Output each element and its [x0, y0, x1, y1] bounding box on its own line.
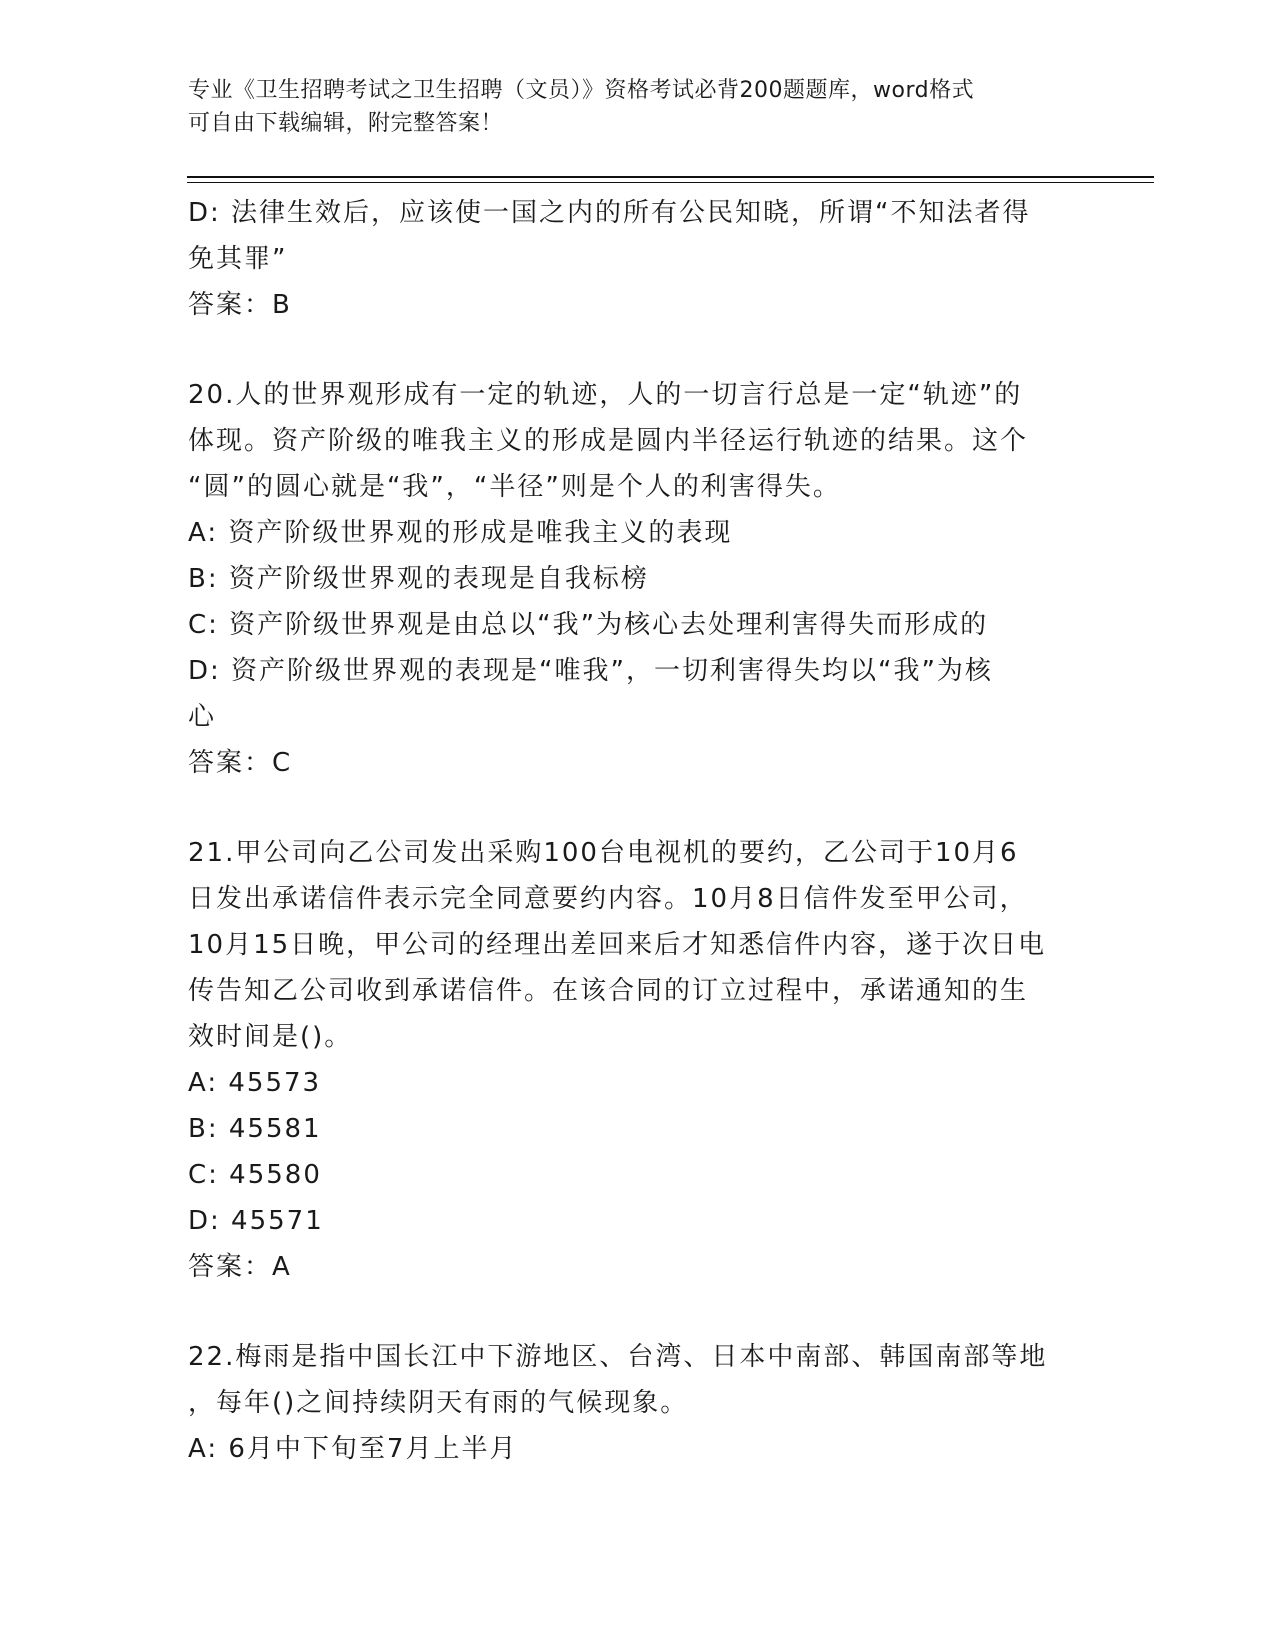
- document-body: [188, 190, 1088, 1472]
- q20-stem-line-1: 20.人的世界观形成有一定的轨迹，人的一切言行总是一定“轨迹”的: [188, 380, 1023, 410]
- q21-stem-line-1: 21.甲公司向乙公司发出采购100台电视机的要约，乙公司于10月6: [188, 838, 1019, 868]
- q20-option-a: A: 资产阶级世界观的形成是唯我主义的表现: [188, 518, 733, 548]
- header-divider-thick: [187, 176, 1154, 178]
- question-19-tail: [188, 190, 1088, 328]
- q22-option-a: A: 6月中下旬至7月上半月: [188, 1434, 518, 1464]
- q20-option-d-line-1: D: 资产阶级世界观的表现是“唯我”，一切利害得失均以“我”为核: [188, 656, 993, 686]
- question-20: [188, 372, 1088, 786]
- q20-option-b: B: 资产阶级世界观的表现是自我标榜: [188, 564, 649, 594]
- q20-option-d-line-2: 心: [188, 702, 217, 732]
- q19-answer: 答案：B: [188, 290, 292, 320]
- q21-stem-line-2: 日发出承诺信件表示完全同意要约内容。10月8日信件发至甲公司，: [188, 884, 1028, 914]
- q21-option-d: D: 45571: [188, 1206, 324, 1236]
- q20-stem-line-2: 体现。资产阶级的唯我主义的形成是圆内半径运行轨迹的结果。这个: [188, 426, 1029, 456]
- header-title-line-1: 专业《卫生招聘考试之卫生招聘（文员）》资格考试必背200题题库，word格式: [188, 78, 975, 103]
- question-22: [188, 1334, 1088, 1472]
- q21-stem-line-5: 效时间是()。: [188, 1022, 353, 1052]
- q20-answer: 答案：C: [188, 748, 293, 778]
- header-divider-thin: [187, 182, 1154, 183]
- q21-option-b: B: 45581: [188, 1114, 322, 1144]
- header-title-line-2: 可自由下载编辑，附完整答案！: [188, 111, 504, 136]
- q20-stem-line-3: “圆”的圆心就是“我”，“半径”则是个人的利害得失。: [188, 472, 841, 502]
- q19-option-d-line-2: 免其罪”: [188, 244, 288, 274]
- q21-stem-line-3: 10月15日晚，甲公司的经理出差回来后才知悉信件内容，遂于次日电: [188, 930, 1047, 960]
- q21-answer: 答案：A: [188, 1252, 292, 1282]
- q19-option-d-line-1: D: 法律生效后，应该使一国之内的所有公民知晓，所谓“不知法者得: [188, 198, 1031, 228]
- q21-option-a: A: 45573: [188, 1068, 322, 1098]
- q22-stem-line-1: 22.梅雨是指中国长江中下游地区、台湾、日本中南部、韩国南部等地: [188, 1342, 1048, 1372]
- q21-stem-line-4: 传告知乙公司收到承诺信件。在该合同的订立过程中，承诺通知的生: [188, 976, 1029, 1006]
- q20-option-c: C: 资产阶级世界观是由总以“我”为核心去处理利害得失而形成的: [188, 610, 989, 640]
- document-header: [188, 74, 1088, 140]
- q22-stem-line-2: ，每年()之间持续阴天有雨的气候现象。: [188, 1388, 689, 1418]
- q21-option-c: C: 45580: [188, 1160, 322, 1190]
- question-21: [188, 830, 1088, 1290]
